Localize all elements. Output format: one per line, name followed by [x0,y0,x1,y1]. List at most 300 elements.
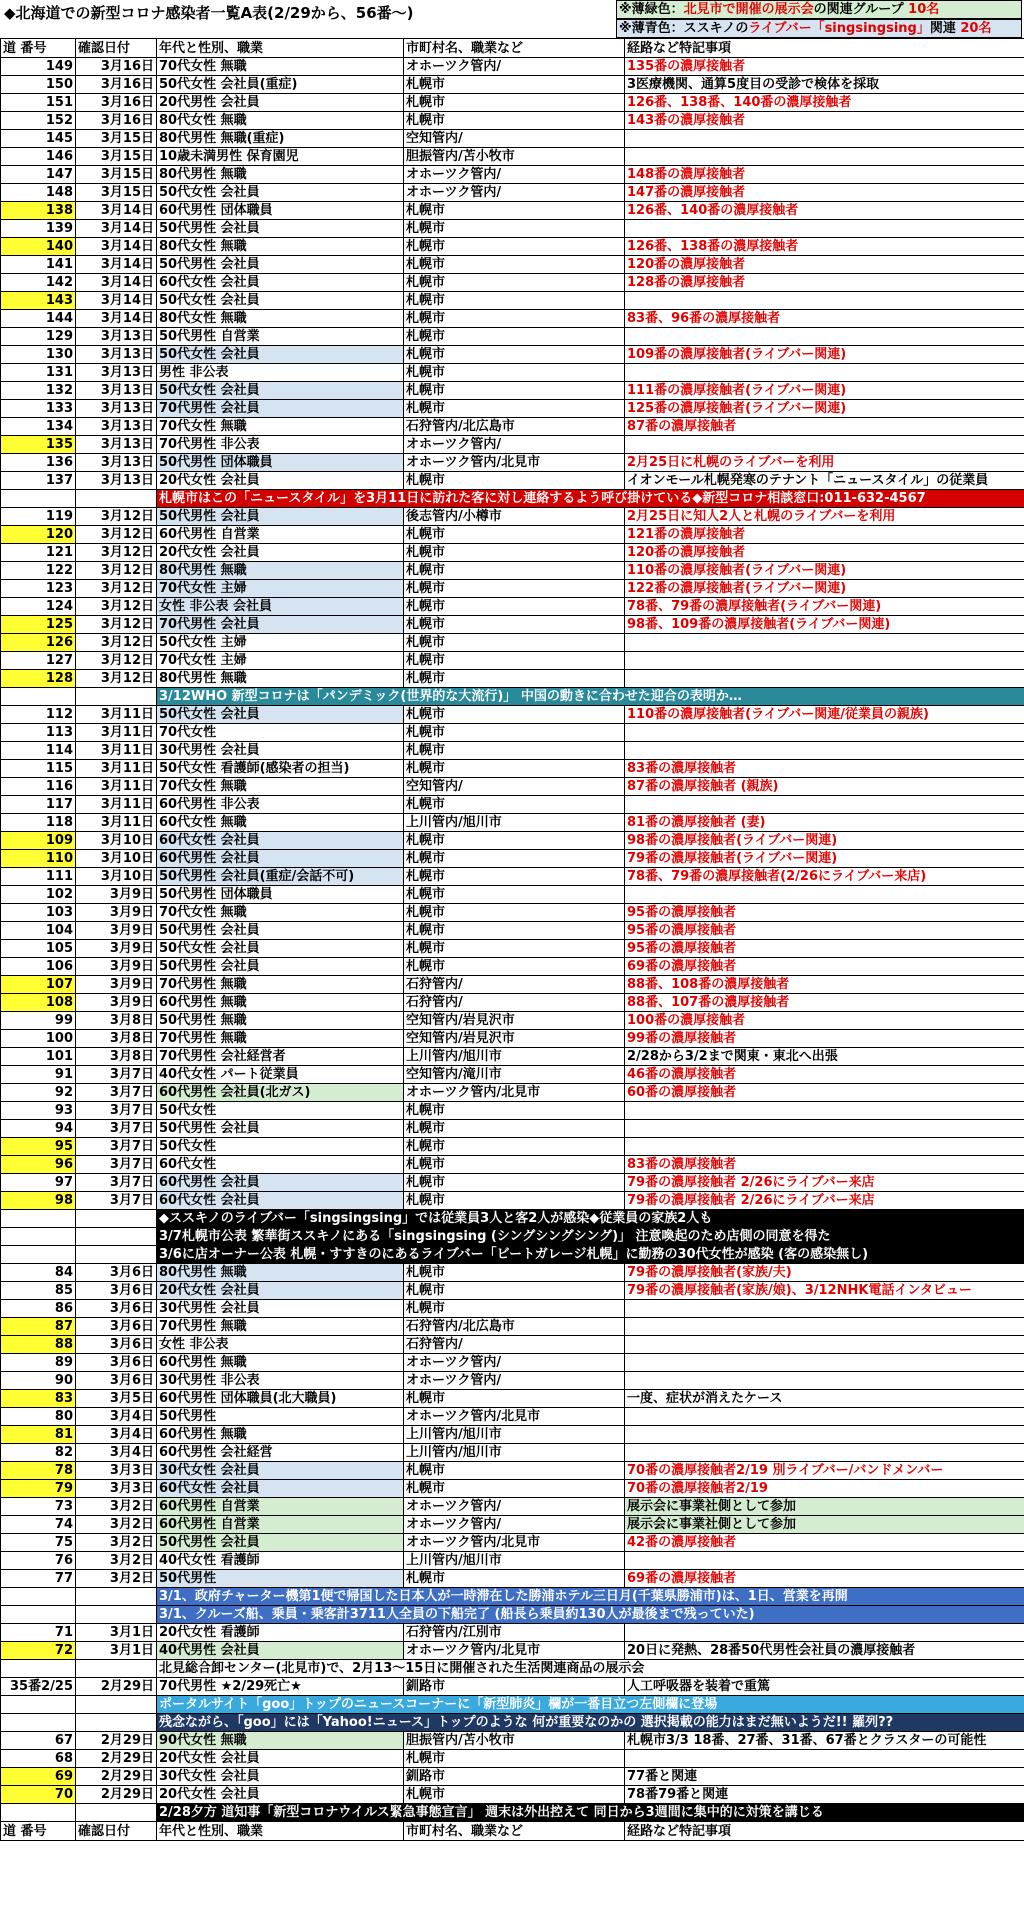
city: 札幌市 [404,364,625,382]
case-number: 138 [1,202,76,220]
age-sex-job: 40代女性 看護師 [157,1552,404,1570]
case-number: 135 [1,436,76,454]
case-notes: 展示会に事業社側として参加 [625,1516,1024,1534]
case-notes: 110番の濃厚接触者(ライブバー関連) [625,562,1024,580]
age-sex-job: 70代男性 無職 [157,1318,404,1336]
case-notes [625,724,1024,742]
confirm-date: 3月9日 [76,994,157,1012]
case-notes: 87番の濃厚接触者 [625,418,1024,436]
confirm-date: 3月4日 [76,1408,157,1426]
table-row [1,94,1024,112]
legend-green-mid: の関連グループ [813,2,909,17]
legend-blue-count: 20名 [960,21,992,36]
confirm-date: 3月9日 [76,922,157,940]
age-sex-job: 50代女性 主婦 [157,634,404,652]
age-sex-job: 20代男性 会社員 [157,94,404,112]
confirm-date: 3月12日 [76,616,157,634]
age-sex-job: 20代女性 会社員 [157,544,404,562]
case-number: 87 [1,1318,76,1336]
case-notes [625,634,1024,652]
city: 札幌市 [404,940,625,958]
city: 札幌市 [404,1282,625,1300]
announcement-spacer [1,1588,76,1606]
case-notes: 125番の濃厚接触者(ライブバー関連) [625,400,1024,418]
city: 札幌市 [404,724,625,742]
table-row [1,706,1024,724]
age-sex-job: 70代男性 無職 [157,1030,404,1048]
city: オホーツク管内/ [404,1372,625,1390]
case-notes: 148番の濃厚接触者 [625,166,1024,184]
case-notes [625,1750,1024,1768]
case-number: 79 [1,1480,76,1498]
age-sex-job: 50代男性 会社員 [157,958,404,976]
case-number: 111 [1,868,76,886]
confirm-date: 3月11日 [76,814,157,832]
confirm-date: 3月7日 [76,1120,157,1138]
case-notes: 135番の濃厚接触者 [625,58,1024,76]
case-number: 107 [1,976,76,994]
city: 札幌市 [404,904,625,922]
age-sex-job: 60代男性 会社員(北ガス) [157,1084,404,1102]
confirm-date: 3月2日 [76,1534,157,1552]
age-sex-job: 50代女性 看護師(感染者の担当) [157,760,404,778]
age-sex-job: 70代女性 [157,724,404,742]
age-sex-job: 70代女性 無職 [157,58,404,76]
city: 上川管内/旭川市 [404,1426,625,1444]
case-number: 109 [1,832,76,850]
confirm-date: 3月8日 [76,1012,157,1030]
case-notes: 60番の濃厚接触者 [625,1084,1024,1102]
age-sex-job: 80代男性 無職 [157,166,404,184]
case-notes: 83番、96番の濃厚接触者 [625,310,1024,328]
table-row [1,1174,1024,1192]
confirm-date: 3月7日 [76,1102,157,1120]
case-number: 82 [1,1444,76,1462]
age-sex-job: 70代男性 会社経営者 [157,1048,404,1066]
announcement-text: ポータルサイト「goo」トップのニュースコーナーに「新型肺炎」欄が一番目立つ左側欄に登場 [157,1696,1024,1714]
confirm-date: 3月16日 [76,112,157,130]
case-notes [625,886,1024,904]
case-notes: 126番、138番の濃厚接触者 [625,238,1024,256]
city: 釧路市 [404,1678,625,1696]
city: 石狩管内/北広島市 [404,1318,625,1336]
announcement-spacer [76,1210,157,1228]
case-number: 126 [1,634,76,652]
city: オホーツク管内/ [404,166,625,184]
age-sex-job: 50代女性 [157,1102,404,1120]
confirm-date: 3月9日 [76,886,157,904]
table-row [1,1480,1024,1498]
city: 石狩管内/ [404,994,625,1012]
confirm-date: 3月11日 [76,742,157,760]
table-row [1,1264,1024,1282]
table-row [1,238,1024,256]
case-number: 144 [1,310,76,328]
table-row [1,634,1024,652]
confirm-date: 3月14日 [76,220,157,238]
table-row [1,1498,1024,1516]
footer-age-sex-job: 年代と性別、職業 [157,1822,404,1841]
city: 札幌市 [404,1750,625,1768]
announcement-spacer [1,688,76,706]
confirm-date: 3月11日 [76,760,157,778]
table-row [1,850,1024,868]
table-row [1,1048,1024,1066]
age-sex-job: 40代女性 パート従業員 [157,1066,404,1084]
table-row [1,1354,1024,1372]
confirm-date: 3月14日 [76,202,157,220]
announcement-text: 3/6に店オーナー公表 札幌・すすきのにあるライブバー「ビートガレージ札幌」に勤務の30代女性が感染 (客の感染無し) [157,1246,1024,1264]
age-sex-job: 70代男性 ★2/29死亡★ [157,1678,404,1696]
age-sex-job: 60代男性 団体職員 [157,202,404,220]
page-title: ◆北海道での新型コロナ感染者一覧A表(2/29から、56番～) [4,4,414,22]
legend-green-count: 10名 [908,2,940,17]
footer-notes: 経路など特記事項 [625,1822,1024,1841]
legend-blue-mid: 関連 [929,21,961,36]
table-row [1,1012,1024,1030]
table-row [1,148,1024,166]
age-sex-job: 60代男性 自営業 [157,1498,404,1516]
age-sex-job: 50代男性 会社員 [157,508,404,526]
age-sex-job: 60代男性 団体職員(北大職員) [157,1390,404,1408]
case-notes: 70番の濃厚接触者2/19 別ライブバー/バンドメンバー [625,1462,1024,1480]
case-notes: 42番の濃厚接触者 [625,1534,1024,1552]
case-number: 151 [1,94,76,112]
table-row [1,1534,1024,1552]
table-row [1,1768,1024,1786]
city: 札幌市 [404,1264,625,1282]
confirm-date: 3月13日 [76,382,157,400]
announcement-row [1,1246,1024,1264]
confirm-date: 3月1日 [76,1624,157,1642]
legend-green-highlight: 北見市で開催の展示会 [683,2,814,17]
case-notes [625,148,1024,166]
announcement-text: 3/1、政府チャーター機第1便で帰国した日本人が一時滞在した勝浦ホテル三日月(千葉県勝浦市)は、1日、営業を再開 [157,1588,1024,1606]
case-number: 90 [1,1372,76,1390]
table-row [1,1030,1024,1048]
announcement-spacer [1,1696,76,1714]
case-number: 85 [1,1282,76,1300]
age-sex-job: 20代女性 会社員 [157,1786,404,1804]
city: 札幌市 [404,1462,625,1480]
city: 胆振管内/苫小牧市 [404,148,625,166]
announcement-spacer [76,1246,157,1264]
age-sex-job: 50代女性 会社員(重症) [157,76,404,94]
confirm-date: 3月6日 [76,1282,157,1300]
table-row [1,1786,1024,1804]
legend-blue-highlight: ライブバー「singsingsing」 [748,21,930,36]
city: 札幌市 [404,634,625,652]
case-notes [625,1300,1024,1318]
case-number: 92 [1,1084,76,1102]
city: 札幌市 [404,472,625,490]
case-number: 119 [1,508,76,526]
confirm-date: 3月9日 [76,904,157,922]
city: 上川管内/旭川市 [404,1552,625,1570]
age-sex-job: 60代男性 無職 [157,1354,404,1372]
announcement-spacer [1,1804,76,1822]
table-row [1,1336,1024,1354]
age-sex-job: 50代女性 [157,1138,404,1156]
confirm-date: 3月7日 [76,1174,157,1192]
announcement-spacer [1,1660,76,1678]
case-number: 93 [1,1102,76,1120]
age-sex-job: 50代男性 無職 [157,1012,404,1030]
table-row [1,742,1024,760]
confirm-date: 3月9日 [76,940,157,958]
table-row [1,1642,1024,1660]
age-sex-job: 80代男性 無職(重症) [157,130,404,148]
case-number: 74 [1,1516,76,1534]
table-row [1,166,1024,184]
table-row [1,436,1024,454]
city: 札幌市 [404,256,625,274]
age-sex-job: 男性 非公表 [157,364,404,382]
announcement-text: 残念ながら、「goo」には「Yahoo!ニュース」トップのような 何が重要なのかの 選択掲載の能力はまだ無いようだ!! 羅列?? [157,1714,1024,1732]
city: 札幌市 [404,238,625,256]
case-number: 118 [1,814,76,832]
case-number: 125 [1,616,76,634]
header-date: 確認日付 [76,39,157,58]
table-row [1,1408,1024,1426]
table-row [1,1732,1024,1750]
confirm-date: 3月11日 [76,778,157,796]
case-notes: 88番、108番の濃厚接触者 [625,976,1024,994]
case-notes: 83番の濃厚接触者 [625,760,1024,778]
case-notes [625,1318,1024,1336]
announcement-spacer [1,1246,76,1264]
city: 札幌市 [404,580,625,598]
confirm-date: 3月12日 [76,526,157,544]
case-number: 131 [1,364,76,382]
case-number: 146 [1,148,76,166]
city: 札幌市 [404,742,625,760]
city: 札幌市 [404,886,625,904]
case-notes [625,1552,1024,1570]
city: 札幌市 [404,544,625,562]
case-notes: 99番の濃厚接触者 [625,1030,1024,1048]
confirm-date: 3月7日 [76,1066,157,1084]
case-number: 121 [1,544,76,562]
announcement-row [1,1804,1024,1822]
case-number: 89 [1,1354,76,1372]
table-row [1,472,1024,490]
confirm-date: 3月7日 [76,1156,157,1174]
confirm-date: 2月29日 [76,1750,157,1768]
table-row [1,418,1024,436]
confirm-date: 3月2日 [76,1516,157,1534]
city: 札幌市 [404,1156,625,1174]
case-notes: 121番の濃厚接触者 [625,526,1024,544]
city: オホーツク管内/北見市 [404,1408,625,1426]
case-number: 98 [1,1192,76,1210]
age-sex-job: 20代女性 会社員 [157,1750,404,1768]
table-row [1,940,1024,958]
city: 札幌市 [404,112,625,130]
confirm-date: 3月6日 [76,1354,157,1372]
age-sex-job: 50代男性 団体職員 [157,454,404,472]
case-notes: 79番の濃厚接触者(家族/夫) [625,1264,1024,1282]
city: 札幌市 [404,868,625,886]
table-row [1,1138,1024,1156]
table-row [1,886,1024,904]
case-number: 145 [1,130,76,148]
city: 札幌市 [404,922,625,940]
case-notes: 2月25日に知人2人と札幌のライブバーを利用 [625,508,1024,526]
confirm-date: 3月4日 [76,1444,157,1462]
age-sex-job: 60代男性 非公表 [157,796,404,814]
confirm-date: 3月11日 [76,724,157,742]
case-number: 152 [1,112,76,130]
case-notes: 110番の濃厚接触者(ライブバー関連/従業員の親族) [625,706,1024,724]
legend-green-prefix: ※薄緑色： [619,2,684,17]
age-sex-job: 20代女性 会社員 [157,472,404,490]
table-row [1,1066,1024,1084]
case-number: 140 [1,238,76,256]
city: オホーツク管内/北見市 [404,1534,625,1552]
confirm-date: 3月13日 [76,328,157,346]
legend-green-note [616,0,1022,19]
case-notes: 143番の濃厚接触者 [625,112,1024,130]
table-row [1,328,1024,346]
case-notes: 79番の濃厚接触者(家族/娘)、3/12NHK電話インタビュー [625,1282,1024,1300]
case-notes [625,364,1024,382]
age-sex-job: 50代男性 会社員 [157,922,404,940]
case-notes: 79番の濃厚接触者 2/26にライブバー来店 [625,1192,1024,1210]
table-row [1,112,1024,130]
cases-table-body [1,39,1024,1841]
table-row [1,382,1024,400]
confirm-date: 3月10日 [76,832,157,850]
confirm-date: 3月16日 [76,76,157,94]
age-sex-job: 70代男性 会社員 [157,616,404,634]
confirm-date: 3月5日 [76,1390,157,1408]
case-number: 120 [1,526,76,544]
case-number: 123 [1,580,76,598]
table-row [1,310,1024,328]
case-number: 134 [1,418,76,436]
case-notes: 122番の濃厚接触者(ライブバー関連) [625,580,1024,598]
table-row [1,1372,1024,1390]
case-number: 115 [1,760,76,778]
table-row [1,544,1024,562]
confirm-date: 3月12日 [76,508,157,526]
city: 札幌市 [404,1390,625,1408]
header-notes: 経路など特記事項 [625,39,1024,58]
confirm-date: 3月6日 [76,1318,157,1336]
case-number: 128 [1,670,76,688]
case-number: 147 [1,166,76,184]
city: オホーツク管内/ [404,1516,625,1534]
case-notes: 46番の濃厚接触者 [625,1066,1024,1084]
case-notes: 70番の濃厚接触者2/19 [625,1480,1024,1498]
footer-city: 市町村名、職業など [404,1822,625,1841]
confirm-date: 3月13日 [76,472,157,490]
table-row [1,1192,1024,1210]
age-sex-job: 90代女性 無職 [157,1732,404,1750]
table-row [1,76,1024,94]
case-number: 103 [1,904,76,922]
case-notes: 120番の濃厚接触者 [625,544,1024,562]
announcement-spacer [76,1804,157,1822]
city: 札幌市 [404,1570,625,1588]
table-row [1,1156,1024,1174]
case-notes: 78番、79番の濃厚接触者(ライブバー関連) [625,598,1024,616]
confirm-date: 3月12日 [76,598,157,616]
announcement-text: 北見総合卸センター(北見市)で、2月13～15日に開催された生活関連商品の展示会 [157,1660,1024,1678]
confirm-date: 3月3日 [76,1480,157,1498]
age-sex-job: 50代男性 自営業 [157,328,404,346]
case-notes: 20日に発熱、28番50代男性会社員の濃厚接触者 [625,1642,1024,1660]
city: 空知管内/岩見沢市 [404,1012,625,1030]
age-sex-job: 70代女性 主婦 [157,580,404,598]
footer-date: 確認日付 [76,1822,157,1841]
city: 上川管内/旭川市 [404,1444,625,1462]
confirm-date: 3月15日 [76,130,157,148]
case-number: 71 [1,1624,76,1642]
city: オホーツク管内/ [404,58,625,76]
confirm-date: 3月7日 [76,1192,157,1210]
confirm-date: 3月11日 [76,706,157,724]
city: 札幌市 [404,274,625,292]
case-number: 105 [1,940,76,958]
confirm-date: 3月14日 [76,274,157,292]
age-sex-job: 50代男性 [157,1570,404,1588]
confirm-date: 3月10日 [76,850,157,868]
case-number: 76 [1,1552,76,1570]
table-row [1,976,1024,994]
table-row [1,1426,1024,1444]
case-notes [625,220,1024,238]
city: 札幌市 [404,760,625,778]
confirm-date: 3月1日 [76,1642,157,1660]
city: 札幌市 [404,1192,625,1210]
case-notes: 79番の濃厚接触者 2/26にライブバー来店 [625,1174,1024,1192]
case-notes: 120番の濃厚接触者 [625,256,1024,274]
announcement-spacer [76,1606,157,1624]
city: オホーツク管内/ [404,184,625,202]
case-notes [625,292,1024,310]
age-sex-job: 60代男性 自営業 [157,526,404,544]
case-notes [625,328,1024,346]
confirm-date: 3月15日 [76,184,157,202]
table-row [1,598,1024,616]
table-row [1,1750,1024,1768]
confirm-date: 3月8日 [76,1048,157,1066]
confirm-date: 3月7日 [76,1084,157,1102]
announcement-spacer [76,490,157,508]
case-number: 124 [1,598,76,616]
case-number: 130 [1,346,76,364]
city: 石狩管内/ [404,976,625,994]
confirm-date: 3月6日 [76,1336,157,1354]
confirm-date: 3月6日 [76,1264,157,1282]
announcement-spacer [76,1696,157,1714]
case-notes: 69番の濃厚接触者 [625,958,1024,976]
case-notes [625,652,1024,670]
case-number: 143 [1,292,76,310]
city: 札幌市 [404,310,625,328]
case-notes: 3医療機関、通算5度目の受診で検体を採取 [625,76,1024,94]
announcement-spacer [76,1588,157,1606]
confirm-date: 2月29日 [76,1786,157,1804]
confirm-date: 3月13日 [76,400,157,418]
city: オホーツク管内/北見市 [404,454,625,472]
confirm-date: 3月13日 [76,418,157,436]
case-notes: 展示会に事業社側として参加 [625,1498,1024,1516]
confirm-date: 3月13日 [76,454,157,472]
city: 札幌市 [404,202,625,220]
